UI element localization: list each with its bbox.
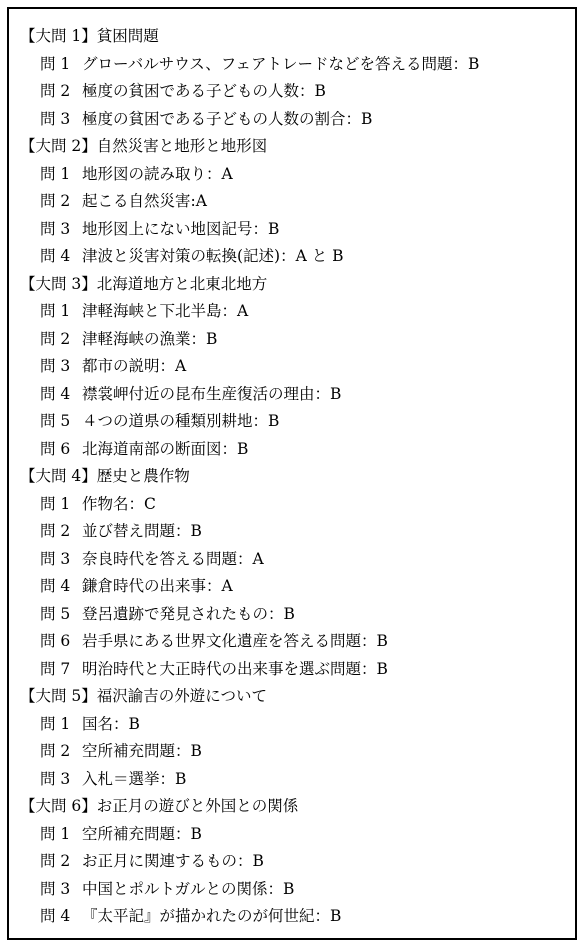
question-text: 津軽海峡と下北半島：A — [82, 302, 249, 320]
question-item — [20, 821, 569, 849]
question-number: 問 3 — [40, 109, 71, 128]
question-item — [20, 408, 569, 436]
question-item — [20, 188, 569, 216]
question-text: 極度の貧困である子どもの人数の割合：B — [82, 109, 373, 128]
question-text: 極度の貧困である子どもの人数：B — [82, 82, 326, 100]
question-number: 問 6 — [40, 439, 71, 458]
question-item — [20, 51, 569, 79]
document-frame — [7, 7, 577, 940]
question-number: 問 3 — [40, 219, 71, 238]
question-number: 問 1 — [40, 164, 71, 183]
section-title: 【大問 6】お正月の遊びと外国との関係 — [20, 797, 299, 815]
question-text: 奈良時代を答える問題：A — [82, 549, 264, 568]
question-number: 問 1 — [40, 494, 71, 513]
question-number: 問 1 — [40, 824, 71, 843]
question-text: 国名：B — [82, 714, 140, 733]
question-item — [20, 161, 569, 189]
question-item — [20, 903, 569, 931]
question-text: 地形図上にない地図記号：B — [82, 219, 280, 238]
question-number: 問 3 — [40, 549, 71, 568]
question-item — [20, 326, 569, 354]
question-text: 並び替え問題：B — [82, 522, 202, 540]
question-text: 空所補充問題：B — [82, 824, 202, 843]
section-title: 【大問 2】自然災害と地形と地形図 — [20, 137, 268, 155]
question-item — [20, 518, 569, 546]
question-number: 問 1 — [40, 714, 71, 733]
question-text: 鎌倉時代の出来事：A — [82, 577, 233, 595]
question-text: 明治時代と大正時代の出来事を選ぶ問題：B — [82, 659, 388, 678]
question-item — [20, 766, 569, 794]
question-number: 問 2 — [40, 522, 71, 540]
question-text: グローバルサウス、フェアトレードなどを答える問題：B — [82, 54, 480, 73]
question-text: 中国とポルトガルとの関係：B — [82, 879, 295, 898]
question-number: 問 6 — [40, 632, 71, 650]
question-number: 問 7 — [40, 659, 71, 678]
question-text: 空所補充問題：B — [82, 742, 202, 760]
question-number: 問 4 — [40, 907, 71, 925]
question-item — [20, 628, 569, 656]
question-text: 作物名：C — [82, 494, 156, 513]
section-title: 【大問 1】貧困問題 — [20, 27, 159, 45]
question-number: 問 2 — [40, 742, 71, 760]
question-text: 都市の説明：A — [82, 357, 187, 375]
question-number: 問 2 — [40, 852, 71, 870]
question-text: 起こる自然災害:A — [82, 192, 207, 210]
question-item — [20, 546, 569, 574]
question-number: 問 5 — [40, 604, 71, 623]
question-text: 岩手県にある世界文化遺産を答える問題：B — [82, 632, 388, 650]
section-title: 【大問 3】北海道地方と北東北地方 — [20, 274, 268, 293]
question-text: 『太平記』が描かれたのが何世紀：B — [82, 907, 342, 925]
question-list — [20, 23, 569, 931]
section-title: 【大問 5】福沢諭吉の外遊について — [20, 687, 267, 705]
question-item — [20, 491, 569, 519]
question-number: 問 1 — [40, 54, 71, 73]
question-text: 津軽海峡の漁業：B — [82, 329, 218, 348]
question-item — [20, 436, 569, 464]
question-item — [20, 601, 569, 629]
question-text: お正月に関連するもの：B — [82, 852, 264, 870]
question-text: 入札＝選挙：B — [82, 769, 187, 788]
question-text: 北海道南部の断面図：B — [82, 439, 249, 458]
question-item — [20, 656, 569, 684]
question-item — [20, 381, 569, 409]
question-item — [20, 216, 569, 244]
question-text: 津波と災害対策の転換(記述)：A と B — [82, 247, 344, 265]
question-item — [20, 78, 569, 106]
question-item — [20, 711, 569, 739]
question-number: 問 5 — [40, 412, 71, 430]
question-number: 問 3 — [40, 879, 71, 898]
question-text: 地形図の読み取り：A — [82, 164, 233, 183]
question-number: 問 2 — [40, 82, 71, 100]
question-number: 問 2 — [40, 329, 71, 348]
question-number: 問 1 — [40, 302, 71, 320]
question-item — [20, 353, 569, 381]
question-number: 問 4 — [40, 247, 71, 265]
question-number: 問 4 — [40, 577, 71, 595]
question-item — [20, 573, 569, 601]
question-item — [20, 106, 569, 134]
question-text: 登呂遺跡で発見されたもの：B — [82, 604, 295, 623]
question-item — [20, 738, 569, 766]
question-item — [20, 848, 569, 876]
question-number: 問 3 — [40, 357, 71, 375]
question-number: 問 4 — [40, 384, 71, 403]
question-number: 問 2 — [40, 192, 71, 210]
question-item — [20, 243, 569, 271]
question-item — [20, 876, 569, 904]
question-number: 問 3 — [40, 769, 71, 788]
question-text: 襟裳岬付近の昆布生産復活の理由：B — [82, 384, 342, 403]
question-text: ４つの道県の種類別耕地：B — [82, 412, 280, 430]
question-item — [20, 298, 569, 326]
section-title: 【大問 4】歴史と農作物 — [20, 467, 190, 485]
